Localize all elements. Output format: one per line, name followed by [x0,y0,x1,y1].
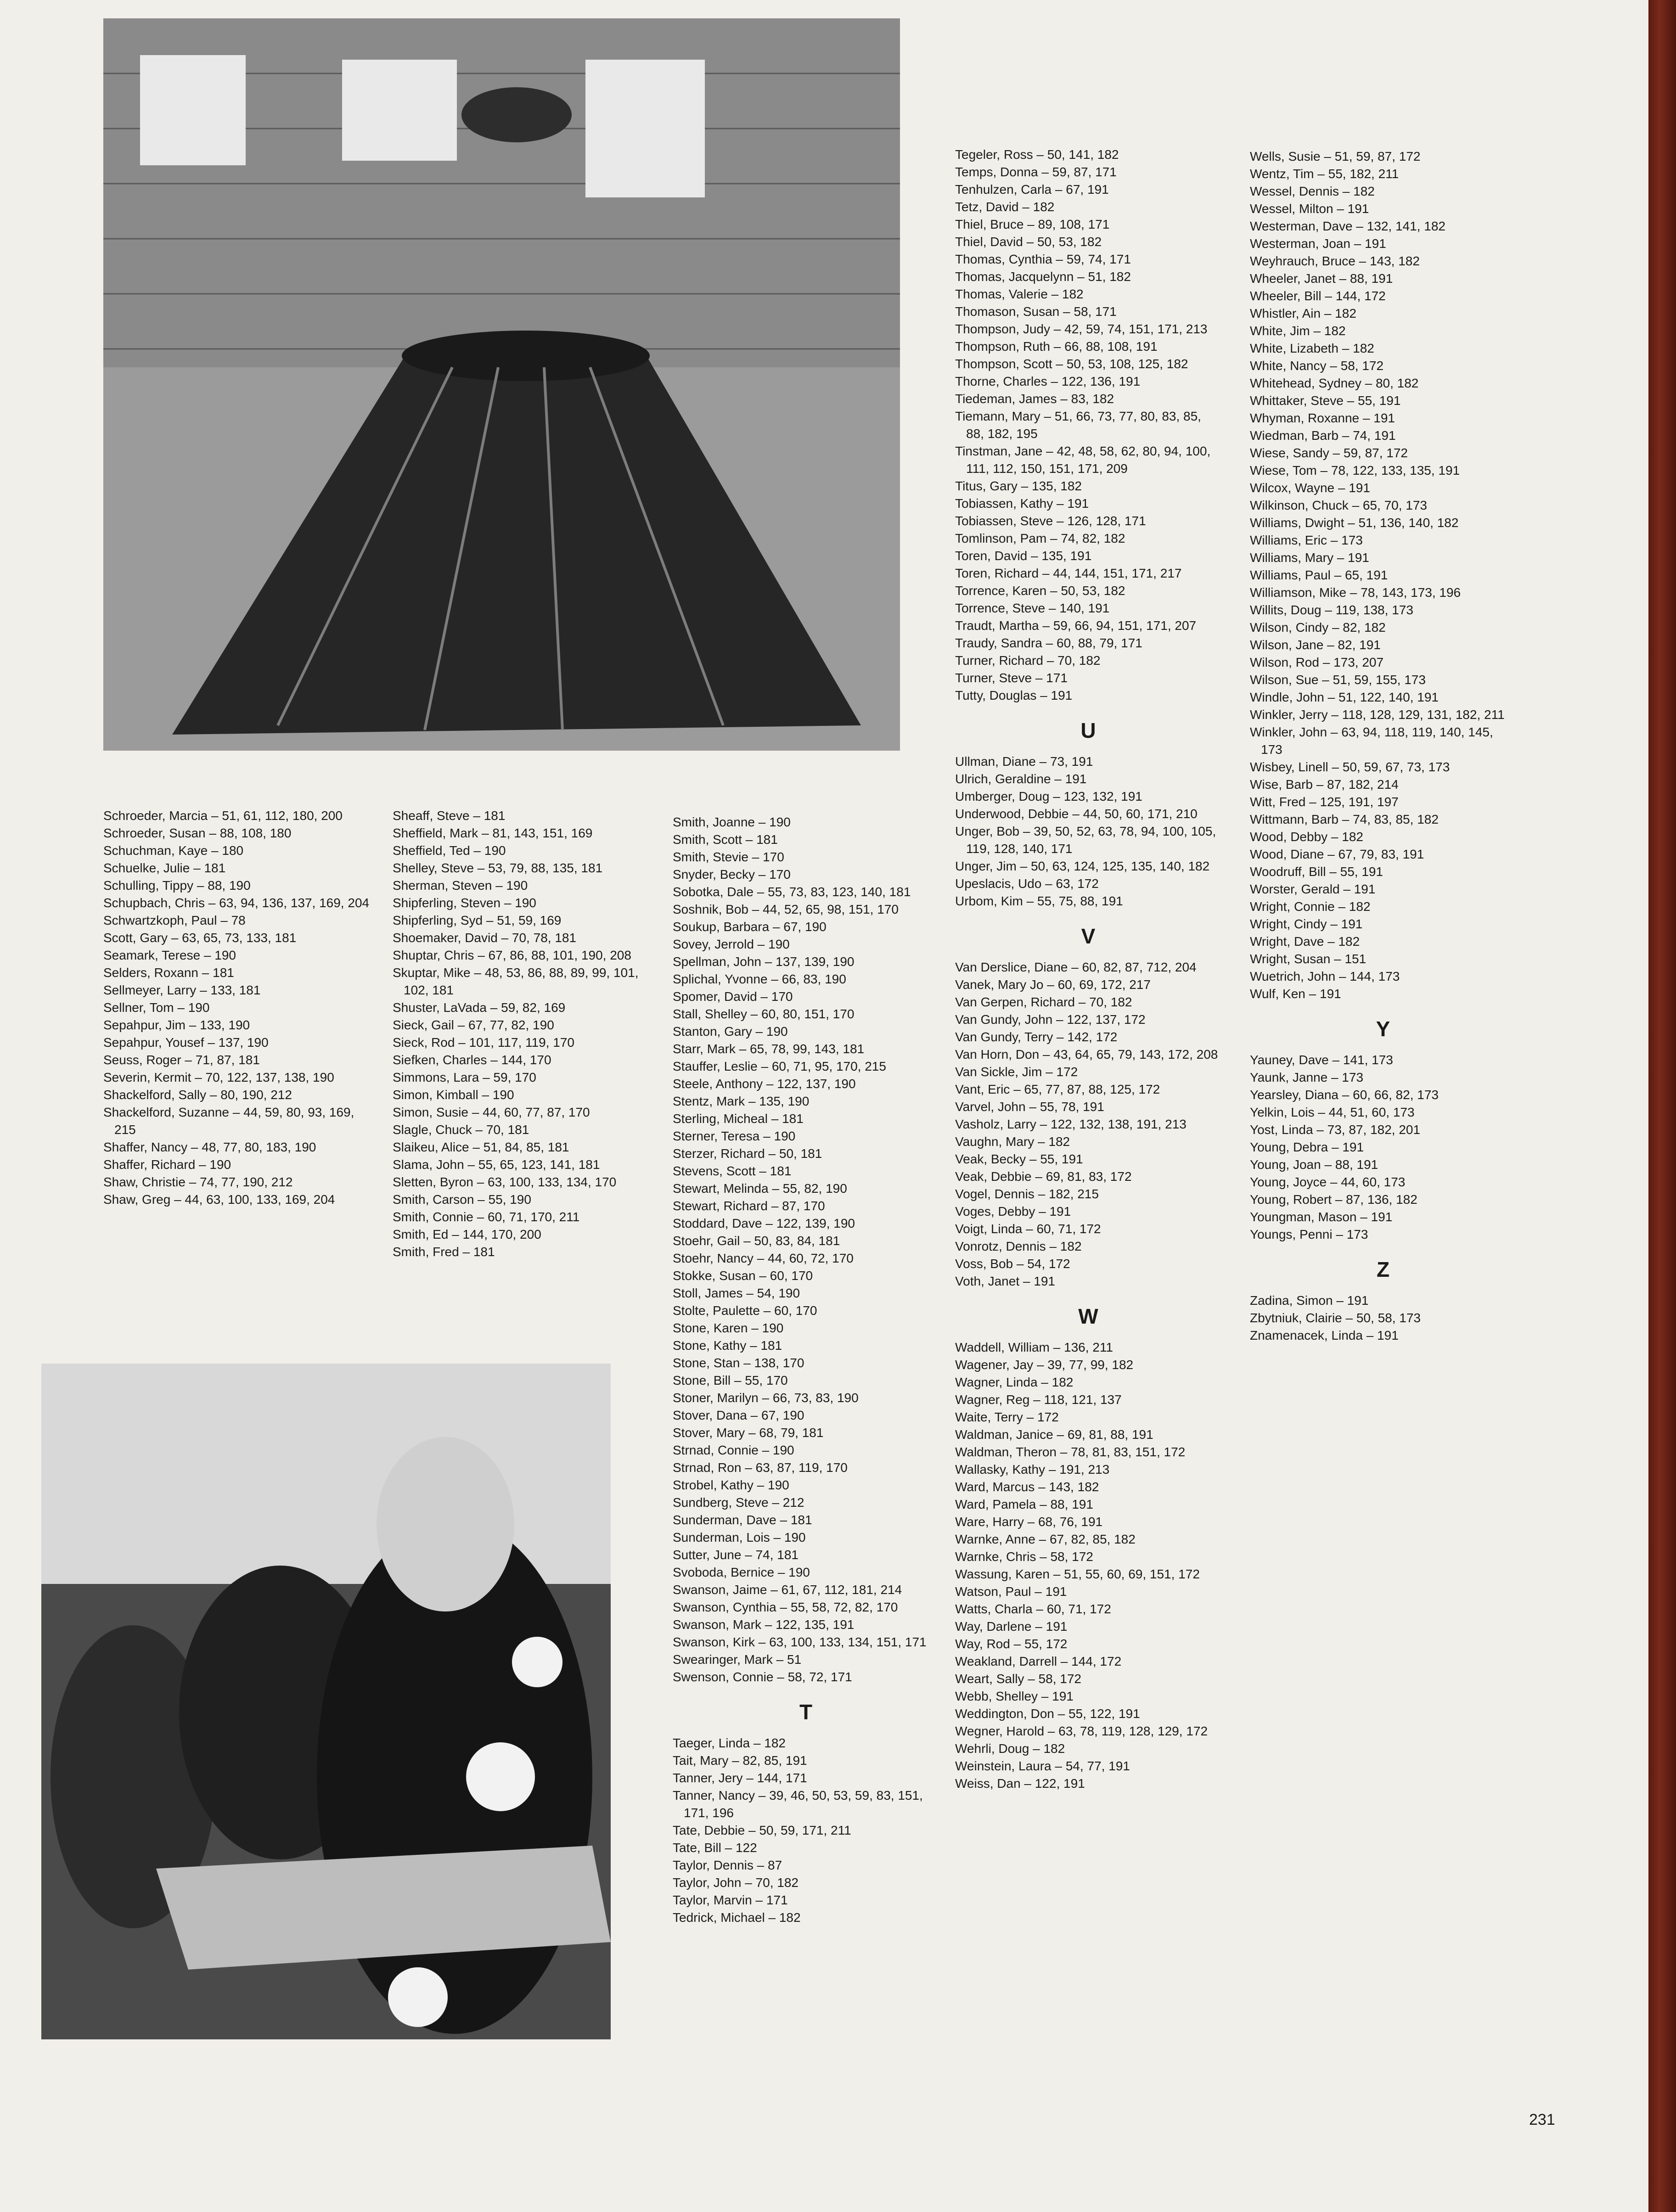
index-entry: Steele, Anthony – 122, 137, 190 [673,1077,856,1091]
index-entry: Whyman, Roxanne – 191 [1250,411,1395,425]
index-entry: Ward, Marcus – 143, 182 [955,1480,1099,1494]
index-entry: Stewart, Melinda – 55, 82, 190 [673,1181,847,1196]
index-entry: Shaw, Greg – 44, 63, 100, 133, 169, 204 [103,1192,335,1207]
index-entry: Wilkinson, Chuck – 65, 70, 173 [1250,498,1427,512]
index-entry: Slagle, Chuck – 70, 181 [393,1123,529,1137]
index-entry: Wulf, Ken – 191 [1250,987,1341,1001]
index-entry: Soukup, Barbara – 67, 190 [673,920,827,934]
index-entry: Waldman, Theron – 78, 81, 83, 151, 172 [955,1445,1186,1459]
index-entry: Temps, Donna – 59, 87, 171 [955,165,1117,179]
index-entry: Wise, Barb – 87, 182, 214 [1250,777,1399,792]
index-entry: Stoner, Marilyn – 66, 73, 83, 190 [673,1391,859,1405]
index-entry: Veak, Debbie – 69, 81, 83, 172 [955,1169,1132,1184]
index-entry: Williams, Eric – 173 [1250,533,1363,547]
index-entry: Swanson, Jaime – 61, 67, 112, 181, 214 [673,1583,902,1597]
index-entry: Wagner, Reg – 118, 121, 137 [955,1392,1122,1407]
index-entry: Van Gerpen, Richard – 70, 182 [955,995,1132,1009]
index-entry: Unger, Bob – 39, 50, 52, 63, 78, 94, 100, 105, 119, 128, 140, 171 [955,824,1216,856]
index-entry: Waite, Terry – 172 [955,1410,1059,1424]
index-entry: Vasholz, Larry – 122, 132, 138, 191, 213 [955,1117,1187,1131]
index-entry: Wright, Dave – 182 [1250,934,1360,949]
index-entry: Wallasky, Kathy – 191, 213 [955,1462,1110,1477]
index-entry: Sovey, Jerrold – 190 [673,937,790,951]
index-entry: Thompson, Ruth – 66, 88, 108, 191 [955,339,1158,354]
index-entry: Simon, Susie – 44, 60, 77, 87, 170 [393,1105,590,1119]
letter-heading: U [1080,719,1096,742]
index-entry: Van Gundy, John – 122, 137, 172 [955,1012,1146,1027]
index-entry: Wright, Cindy – 191 [1250,917,1363,931]
index-entry: Winkler, Jerry – 118, 128, 129, 131, 182, 211 [1250,707,1505,722]
index-entry: Vaughn, Mary – 182 [955,1134,1070,1149]
index-entry: Yauney, Dave – 141, 173 [1250,1053,1393,1067]
index-entry: Willits, Doug – 119, 138, 173 [1250,603,1413,617]
index-entry: Stolte, Paulette – 60, 170 [673,1303,817,1318]
index-entry: Warnke, Chris – 58, 172 [955,1550,1093,1564]
index-entry: Schroeder, Marcia – 51, 61, 112, 180, 200 [103,808,343,823]
index-entry: Spellman, John – 137, 139, 190 [673,954,855,969]
index-entry: Taylor, John – 70, 182 [673,1875,799,1890]
index-entry: Wessel, Milton – 191 [1250,202,1369,216]
index-entry: Splichal, Yvonne – 66, 83, 190 [673,972,846,986]
index-entry: Traudy, Sandra – 60, 88, 79, 171 [955,636,1142,650]
index-entry: Stall, Shelley – 60, 80, 151, 170 [673,1007,855,1021]
index-entry: Swanson, Mark – 122, 135, 191 [673,1617,855,1632]
index-entry: Tegeler, Ross – 50, 141, 182 [955,147,1119,162]
index-entry: Sepahpur, Yousef – 137, 190 [103,1035,269,1050]
index-entry: Winkler, John – 63, 94, 118, 119, 140, 145, 173 [1250,725,1493,757]
index-entry: Wiedman, Barb – 74, 191 [1250,428,1396,443]
index-entry: Weakland, Darrell – 144, 172 [955,1654,1122,1668]
index-entry: Weddington, Don – 55, 122, 191 [955,1707,1140,1721]
index-entry: Shackelford, Suzanne – 44, 59, 80, 93, 169, 215 [103,1105,354,1137]
index-entry: Youngman, Mason – 191 [1250,1210,1393,1224]
index-entry: Schulling, Tippy – 88, 190 [103,878,251,893]
index-entry: Weinstein, Laura – 54, 77, 191 [955,1759,1130,1773]
index-entry: Wood, Diane – 67, 79, 83, 191 [1250,847,1424,861]
index-entry: Schroeder, Susan – 88, 108, 180 [103,826,292,840]
index-entry: Sundberg, Steve – 212 [673,1495,804,1510]
index-entry: Stover, Dana – 67, 190 [673,1408,804,1422]
index-entry: Weart, Sally – 58, 172 [955,1672,1081,1686]
index-entry: Severin, Kermit – 70, 122, 137, 138, 190 [103,1070,334,1084]
index-entry: Wehrli, Doug – 182 [955,1741,1065,1756]
index-entry: Williams, Dwight – 51, 136, 140, 182 [1250,516,1459,530]
index-entry: Voigt, Linda – 60, 71, 172 [955,1222,1101,1236]
index-entry: Yearsley, Diana – 60, 66, 82, 173 [1250,1088,1439,1102]
index-entry: Sterzer, Richard – 50, 181 [673,1146,822,1161]
index-entry: Van Horn, Don – 43, 64, 65, 79, 143, 172, 208 [955,1047,1218,1061]
index-entry: Wilson, Jane – 82, 191 [1250,638,1381,652]
index-entry: Snyder, Becky – 170 [673,867,791,881]
letter-heading: T [799,1700,813,1724]
index-entry: Sterling, Micheal – 181 [673,1112,804,1126]
index-entry: White, Jim – 182 [1250,324,1346,338]
index-entry: Svoboda, Bernice – 190 [673,1565,810,1579]
letter-heading: Z [1376,1258,1390,1281]
index-entry: Wentz, Tim – 55, 182, 211 [1250,167,1399,181]
index-entry: Schwartzkoph, Paul – 78 [103,913,246,927]
index-entry: Stone, Bill – 55, 170 [673,1373,788,1387]
index-entry: Seuss, Roger – 71, 87, 181 [103,1053,260,1067]
index-entry: Westerman, Dave – 132, 141, 182 [1250,219,1445,233]
index-entry: Strobel, Kathy – 190 [673,1478,789,1492]
letter-heading: W [1078,1304,1098,1328]
index-entry: Wright, Connie – 182 [1250,899,1371,914]
index-entry: Van Sickle, Jim – 172 [955,1065,1078,1079]
index-entry: Simon, Kimball – 190 [393,1088,514,1102]
index-entry: Tiemann, Mary – 51, 66, 73, 77, 80, 83, 85, 88, 182, 195 [955,409,1201,441]
index-entry: Toren, David – 135, 191 [955,549,1092,563]
index-entry: Strnad, Ron – 63, 87, 119, 170 [673,1460,848,1475]
index-entry: Stoehr, Gail – 50, 83, 84, 181 [673,1234,840,1248]
index-entry: Wisbey, Linell – 50, 59, 67, 73, 173 [1250,760,1450,774]
index-entry: Taeger, Linda – 182 [673,1736,786,1750]
index-entry: Sheffield, Mark – 81, 143, 151, 169 [393,826,593,840]
index-entry: Thomason, Susan – 58, 171 [955,304,1117,319]
index-entry: Westerman, Joan – 191 [1250,236,1386,251]
index-column-1 [103,807,379,1208]
index-entry: Van Derslice, Diane – 60, 82, 87, 712, 204 [955,960,1197,974]
index-entry: Vonrotz, Dennis – 182 [955,1239,1082,1253]
flower-students-photo [41,1364,611,2039]
index-entry: Stone, Kathy – 181 [673,1338,782,1353]
index-entry: Shaffer, Nancy – 48, 77, 80, 183, 190 [103,1140,316,1154]
index-entry: Worster, Gerald – 191 [1250,882,1376,896]
index-entry: Wittmann, Barb – 74, 83, 85, 182 [1250,812,1439,826]
index-entry: Stone, Karen – 190 [673,1321,784,1335]
index-entry: Swanson, Kirk – 63, 100, 133, 134, 151, 171 [673,1635,927,1649]
index-entry: Wheeler, Janet – 88, 191 [1250,271,1393,286]
index-entry: Thiel, Bruce – 89, 108, 171 [955,217,1110,231]
index-entry: Smith, Carson – 55, 190 [393,1192,531,1207]
index-entry: Smith, Joanne – 190 [673,815,791,829]
index-entry: Torrence, Steve – 140, 191 [955,601,1110,615]
index-entry: Thomas, Jacquelynn – 51, 182 [955,269,1131,284]
index-entry: Wright, Susan – 151 [1250,952,1367,966]
index-entry: Wilson, Cindy – 82, 182 [1250,620,1386,634]
index-entry: Smith, Fred – 181 [393,1245,495,1259]
index-entry: Tinstman, Jane – 42, 48, 58, 62, 80, 94, 100, 111, 112, 150, 151, 171, 209 [955,444,1211,476]
index-entry: Tiedeman, James – 83, 182 [955,392,1114,406]
index-entry: Woodruff, Bill – 55, 191 [1250,865,1384,879]
index-entry: Stover, Mary – 68, 79, 181 [673,1426,824,1440]
index-entry: Weiss, Dan – 122, 191 [955,1776,1085,1791]
index-entry: Wiese, Tom – 78, 122, 133, 135, 191 [1250,463,1460,477]
index-entry: Watson, Paul – 191 [955,1584,1067,1599]
index-entry: Swanson, Cynthia – 55, 58, 72, 82, 170 [673,1600,898,1614]
index-entry: Simmons, Lara – 59, 170 [393,1070,536,1084]
index-entry: Turner, Richard – 70, 182 [955,653,1101,668]
index-entry: Sherman, Steven – 190 [393,878,528,893]
index-entry: Sletten, Byron – 63, 100, 133, 134, 170 [393,1175,617,1189]
index-entry: Wuetrich, John – 144, 173 [1250,969,1400,983]
index-entry: Sutter, June – 74, 181 [673,1548,799,1562]
index-entry: Vant, Eric – 65, 77, 87, 88, 125, 172 [955,1082,1160,1096]
index-entry: Young, Joan – 88, 191 [1250,1157,1378,1172]
index-entry: Sterner, Teresa – 190 [673,1129,796,1143]
index-entry: Shuster, LaVada – 59, 82, 169 [393,1000,566,1015]
index-entry: Tutty, Douglas – 191 [955,688,1073,702]
index-entry: Titus, Gary – 135, 182 [955,479,1082,493]
index-entry: Ulrich, Geraldine – 191 [955,772,1087,786]
index-entry: Shipferling, Syd – 51, 59, 169 [393,913,562,927]
index-entry: Starr, Mark – 65, 78, 99, 143, 181 [673,1042,865,1056]
index-entry: White, Nancy – 58, 172 [1250,359,1384,373]
index-entry: Taylor, Dennis – 87 [673,1858,782,1872]
index-entry: Ullman, Diane – 73, 191 [955,754,1093,769]
index-entry: Tait, Mary – 82, 85, 191 [673,1753,807,1768]
index-entry: Stoehr, Nancy – 44, 60, 72, 170 [673,1251,854,1265]
index-entry: Yelkin, Lois – 44, 51, 60, 173 [1250,1105,1415,1119]
index-column-3 [673,814,939,1926]
index-entry: Wiese, Sandy – 59, 87, 172 [1250,446,1408,460]
index-entry: Smith, Scott – 181 [673,832,778,847]
index-entry: Ward, Pamela – 88, 191 [955,1497,1093,1511]
index-entry: Turner, Steve – 171 [955,671,1068,685]
index-entry: Waddell, William – 136, 211 [955,1340,1113,1354]
index-entry: Slaikeu, Alice – 51, 84, 85, 181 [393,1140,569,1154]
index-entry: Stewart, Richard – 87, 170 [673,1199,825,1213]
index-entry: Shelley, Steve – 53, 79, 88, 135, 181 [393,861,603,875]
binding-edge [1648,0,1676,2212]
index-entry: Wagener, Jay – 39, 77, 99, 182 [955,1358,1134,1372]
index-entry: Williams, Mary – 191 [1250,550,1369,565]
index-entry: Watts, Charla – 60, 71, 172 [955,1602,1111,1616]
index-entry: Stoddard, Dave – 122, 139, 190 [673,1216,855,1230]
index-entry: White, Lizabeth – 182 [1250,341,1374,355]
index-entry: Traudt, Martha – 59, 66, 94, 151, 171, 207 [955,618,1197,633]
index-entry: Ware, Harry – 68, 76, 191 [955,1515,1103,1529]
index-entry: Thompson, Scott – 50, 53, 108, 125, 182 [955,357,1188,371]
index-entry: Whistler, Ain – 182 [1250,306,1356,320]
index-entry: Tanner, Jery – 144, 171 [673,1771,807,1785]
index-entry: Sieck, Gail – 67, 77, 82, 190 [393,1018,554,1032]
index-entry: Veak, Becky – 55, 191 [955,1152,1083,1166]
index-entry: Tenhulzen, Carla – 67, 191 [955,182,1109,196]
index-entry: Weyhrauch, Bruce – 143, 182 [1250,254,1420,268]
index-entry: Whitehead, Sydney – 80, 182 [1250,376,1419,390]
index-entry: Way, Darlene – 191 [955,1619,1068,1634]
index-entry: Tobiassen, Steve – 126, 128, 171 [955,514,1146,528]
index-entry: Sunderman, Lois – 190 [673,1530,806,1544]
index-entry: Wassung, Karen – 51, 55, 60, 69, 151, 172 [955,1567,1200,1581]
index-entry: Voges, Debby – 191 [955,1204,1071,1218]
index-entry: Umberger, Doug – 123, 132, 191 [955,789,1142,803]
index-entry: Sepahpur, Jim – 133, 190 [103,1018,250,1032]
index-entry: Webb, Shelley – 191 [955,1689,1074,1703]
index-entry: Whittaker, Steve – 55, 191 [1250,393,1401,408]
index-entry: Sieck, Rod – 101, 117, 119, 170 [393,1035,574,1050]
letter-heading: Y [1376,1017,1390,1041]
index-entry: Smith, Stevie – 170 [673,850,784,864]
index-entry: Swearinger, Mark – 51 [673,1652,802,1667]
index-entry: Waldman, Janice – 69, 81, 88, 191 [955,1427,1153,1442]
index-entry: Siefken, Charles – 144, 170 [393,1053,551,1067]
index-entry: Young, Debra – 191 [1250,1140,1364,1154]
index-entry: Warnke, Anne – 67, 82, 85, 182 [955,1532,1136,1546]
index-entry: Stanton, Gary – 190 [673,1024,788,1039]
index-entry: Voth, Janet – 191 [955,1274,1055,1288]
index-entry: Shackelford, Sally – 80, 190, 212 [103,1088,292,1102]
index-column-2 [393,807,659,1261]
index-entry: Torrence, Karen – 50, 53, 182 [955,584,1125,598]
index-entry: Wheeler, Bill – 144, 172 [1250,289,1386,303]
index-entry: Schuelke, Julie – 181 [103,861,226,875]
index-entry: Tetz, David – 182 [955,200,1055,214]
index-entry: Windle, John – 51, 122, 140, 191 [1250,690,1439,704]
index-entry: Swenson, Connie – 58, 72, 171 [673,1670,852,1684]
index-entry: Schupbach, Chris – 63, 94, 136, 137, 169, 204 [103,896,370,910]
index-entry: Tate, Debbie – 50, 59, 171, 211 [673,1823,851,1837]
index-entry: Smith, Ed – 144, 170, 200 [393,1227,541,1241]
index-entry: Young, Joyce – 44, 60, 173 [1250,1175,1406,1189]
index-entry: Sellner, Tom – 190 [103,1000,210,1015]
index-entry: Schuchman, Kaye – 180 [103,843,244,858]
index-entry: Thomas, Cynthia – 59, 74, 171 [955,252,1131,266]
gym-streamers-photo [103,18,900,751]
index-entry: Wood, Debby – 182 [1250,830,1363,844]
index-entry: Upeslacis, Udo – 63, 172 [955,876,1099,891]
index-entry: Young, Robert – 87, 136, 182 [1250,1192,1417,1207]
index-entry: Toren, Richard – 44, 144, 151, 171, 217 [955,566,1182,580]
index-entry: Wagner, Linda – 182 [955,1375,1074,1389]
index-entry: Spomer, David – 170 [673,989,793,1004]
index-entry: Tedrick, Michael – 182 [673,1910,801,1925]
index-entry: Seamark, Terese – 190 [103,948,236,962]
index-entry: Williamson, Mike – 78, 143, 173, 196 [1250,585,1461,600]
index-entry: Wells, Susie – 51, 59, 87, 172 [1250,149,1421,163]
index-entry: Stoll, James – 54, 190 [673,1286,800,1300]
index-entry: Shoemaker, David – 70, 78, 181 [393,931,577,945]
index-entry: Unger, Jim – 50, 63, 124, 125, 135, 140, 182 [955,859,1210,873]
index-entry: Selders, Roxann – 181 [103,966,234,980]
index-entry: Stone, Stan – 138, 170 [673,1356,804,1370]
index-column-4 [955,146,1221,1792]
index-entry: Tobiassen, Kathy – 191 [955,496,1089,511]
index-entry: Witt, Fred – 125, 191, 197 [1250,795,1399,809]
index-entry: Wilson, Rod – 173, 207 [1250,655,1384,669]
index-entry: Shaffer, Richard – 190 [103,1157,231,1172]
index-entry: Strnad, Connie – 190 [673,1443,794,1457]
index-entry: Taylor, Marvin – 171 [673,1893,788,1907]
index-entry: Vanek, Mary Jo – 60, 69, 172, 217 [955,977,1151,992]
index-entry: Tate, Bill – 122 [673,1841,757,1855]
page-number: 231 [1529,2111,1555,2128]
index-column-5 [1250,148,1516,1344]
index-entry: Wegner, Harold – 63, 78, 119, 128, 129, 172 [955,1724,1208,1738]
index-entry: Varvel, John – 55, 78, 191 [955,1100,1104,1114]
index-entry: Thorne, Charles – 122, 136, 191 [955,374,1141,388]
index-entry: Shuptar, Chris – 67, 86, 88, 101, 190, 208 [393,948,631,962]
index-entry: Underwood, Debbie – 44, 50, 60, 171, 210 [955,807,1198,821]
index-entry: Voss, Bob – 54, 172 [955,1257,1070,1271]
index-entry: Stentz, Mark – 135, 190 [673,1094,810,1108]
index-entry: Yaunk, Janne – 173 [1250,1070,1364,1084]
index-entry: Yost, Linda – 73, 87, 182, 201 [1250,1123,1421,1137]
index-entry: Soshnik, Bob – 44, 52, 65, 98, 151, 170 [673,902,899,916]
index-entry: Urbom, Kim – 55, 75, 88, 191 [955,894,1123,908]
index-entry: Stokke, Susan – 60, 170 [673,1269,813,1283]
index-entry: Sellmeyer, Larry – 133, 181 [103,983,261,997]
index-entry: Zbytniuk, Clairie – 50, 58, 173 [1250,1311,1421,1325]
index-entry: Shipferling, Steven – 190 [393,896,536,910]
index-entry: Van Gundy, Terry – 142, 172 [955,1030,1118,1044]
index-entry: Wilson, Sue – 51, 59, 155, 173 [1250,673,1426,687]
index-entry: Shaw, Christie – 74, 77, 190, 212 [103,1175,293,1189]
index-entry: Stauffer, Leslie – 60, 71, 95, 170, 215 [673,1059,886,1073]
index-entry: Wilcox, Wayne – 191 [1250,481,1370,495]
index-entry: Smith, Connie – 60, 71, 170, 211 [393,1210,580,1224]
index-entry: Scott, Gary – 63, 65, 73, 133, 181 [103,931,297,945]
index-entry: Thomas, Valerie – 182 [955,287,1084,301]
index-entry: Slama, John – 55, 65, 123, 141, 181 [393,1157,600,1172]
index-entry: Stevens, Scott – 181 [673,1164,792,1178]
index-entry: Tomlinson, Pam – 74, 82, 182 [955,531,1125,545]
index-entry: Zadina, Simon – 191 [1250,1293,1369,1308]
letter-heading: V [1081,924,1096,948]
index-entry: Sobotka, Dale – 55, 73, 83, 123, 140, 181 [673,885,911,899]
index-entry: Skuptar, Mike – 48, 53, 86, 88, 89, 99, 101, 102, 181 [393,966,639,997]
index-entry: Vogel, Dennis – 182, 215 [955,1187,1099,1201]
index-entry: Wessel, Dennis – 182 [1250,184,1375,198]
index-entry: Sheaff, Steve – 181 [393,808,506,823]
index-entry: Sheffield, Ted – 190 [393,843,506,858]
index-entry: Williams, Paul – 65, 191 [1250,568,1388,582]
index-entry: Way, Rod – 55, 172 [955,1637,1068,1651]
index-entry: Thiel, David – 50, 53, 182 [955,235,1102,249]
index-entry: Tanner, Nancy – 39, 46, 50, 53, 59, 83, 151, 171, 196 [673,1788,923,1820]
index-entry: Thompson, Judy – 42, 59, 74, 151, 171, 213 [955,322,1208,336]
index-entry: Youngs, Penni – 173 [1250,1227,1368,1241]
index-entry: Sunderman, Dave – 181 [673,1513,812,1527]
index-entry: Znamenacek, Linda – 191 [1250,1328,1399,1342]
